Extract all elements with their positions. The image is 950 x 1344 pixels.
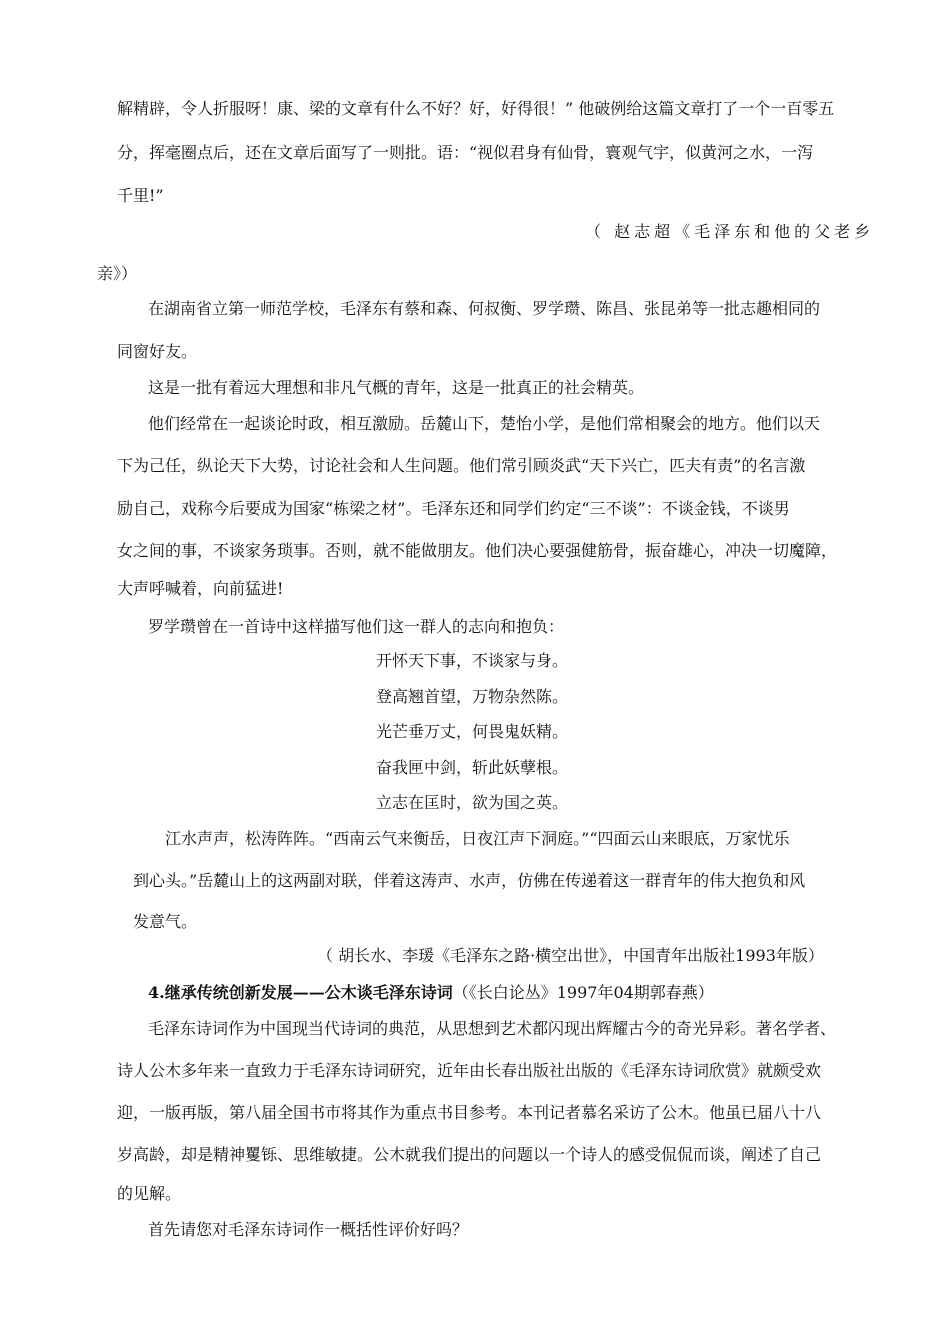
- text-line: 江水声声，松涛阵阵。“西南云气来衡岳，日夜江声下洞庭。”“四面云山来眼底，万家忧乐: [165, 829, 790, 848]
- text-line: 女之间的事，不谈家务琐事。否则，就不能做朋友。他们决心要强健筋骨，振奋雄心，冲决一切魔障，: [117, 541, 838, 560]
- text-line: 迎，一版再版，第八届全国书市将其作为重点书目参考。本刊记者慕名采访了公木。他虽已届八十八: [117, 1103, 822, 1122]
- citation-line: 亲》）: [97, 264, 138, 283]
- poem-line: 立志在匡时，欲为国之英。: [376, 793, 569, 812]
- text-line: 岁高龄，却是精神矍铄、思维敏捷。公木就我们提出的问题以一个诗人的感受侃侃而谈，阐述了自己: [117, 1145, 822, 1164]
- text-line: 大声呼喊着，向前猛进!: [117, 579, 284, 598]
- text-line: 在湖南省立第一师范学校，毛泽东有蔡和森、何叔衡、罗学瓒、陈昌、张昆弟等一批志趣相同的: [148, 299, 821, 318]
- poem-line: 开怀天下事，不谈家与身。: [376, 651, 569, 670]
- text-line: 同窗好友。: [117, 342, 198, 361]
- text-line: 千里!”: [117, 186, 164, 205]
- text-line: 分，挥毫圈点后，还在文章后面写了一则批。语：“视似君身有仙骨，寰观气宇，似黄河之水，一泻: [117, 143, 814, 162]
- text-line: 首先请您对毛泽东诗词作一概括性评价好吗？: [148, 1220, 469, 1239]
- text-line: 到心头。”岳麓山上的这两副对联，伴着这涛声、水声，仿佛在传递着这一群青年的伟大抱负和风: [133, 871, 806, 890]
- text-line: 解精辟，令人折服呀！康、梁的文章有什么不好？好，好得很！” 他破例给这篇文章打了一个一百零五: [117, 99, 835, 118]
- text-line: 的见解。: [117, 1184, 182, 1203]
- text-line: 这是一批有着远大理想和非凡气概的青年，这是一批真正的社会精英。: [148, 378, 645, 397]
- poem-line: 奋我匣中剑，斩此妖孽根。: [376, 758, 569, 777]
- text-line: 毛泽东诗词作为中国现当代诗词的典范，从思想到艺术都闪现出辉耀古今的奇光异彩。著名学者、: [148, 1019, 837, 1038]
- poem-line: 光芒垂万丈，何畏鬼妖精。: [376, 722, 569, 741]
- text-line: 罗学瓒曾在一首诗中这样描写他们这一群人的志向和抱负：: [148, 617, 565, 636]
- poem-line: 登高翘首望，万物杂然陈。: [376, 687, 569, 706]
- text-line: 励自己，戏称今后要成为国家“栋梁之材”。毛泽东还和同学们约定“三不谈”：不谈金钱，不谈男: [117, 499, 790, 518]
- section-source: （《长白论丛》1997年04期郭春燕）: [452, 983, 714, 1002]
- text-line: 他们经常在一起谈论时政，相互激励。岳麓山下，楚怡小学，是他们常相聚会的地方。他们以天: [148, 414, 821, 433]
- text-line: 发意气。: [133, 912, 198, 931]
- text-line: 下为己任，纵论天下大势，讨论社会和人生问题。他们常引顾炎武“天下兴亡，匹夫有责”的名言激: [117, 456, 806, 475]
- text-line: 诗人公木多年来一直致力于毛泽东诗词研究，近年由长春出版社出版的《毛泽东诗词欣赏》就颇受欢: [117, 1061, 822, 1080]
- section-title: 4.继承传统创新发展——公木谈毛泽东诗词: [148, 983, 453, 1002]
- citation-line: （ 胡长水、李瑗《毛泽东之路·横空出世》，中国青年出版社1993年版）: [317, 946, 824, 965]
- citation-line: （ 赵志超《毛泽东和他的父老乡: [585, 222, 875, 241]
- section-heading: [148, 983, 714, 1003]
